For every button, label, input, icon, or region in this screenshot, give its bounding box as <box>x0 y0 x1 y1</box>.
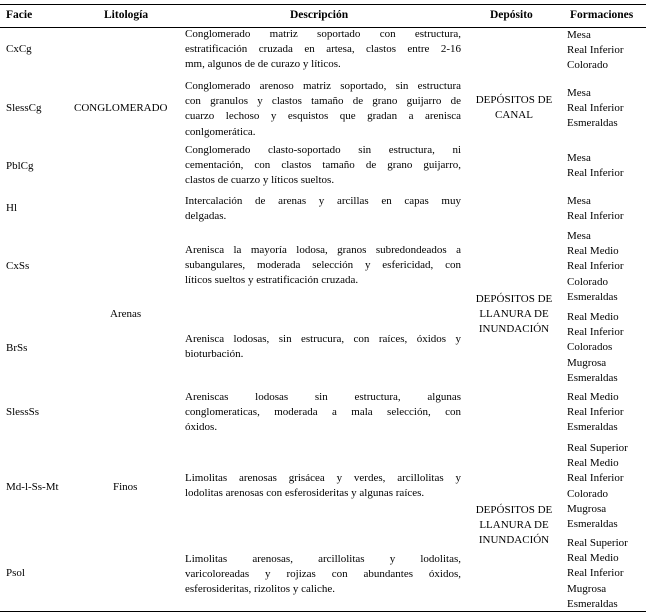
litologia-conglomerado: CONGLOMERADO <box>74 102 168 114</box>
formacion-item: Real Medio <box>567 245 619 258</box>
formacion-item: Esmeraldas <box>567 117 618 130</box>
desc-line: con granulos y clastos tamaño de grano guijarro de <box>185 95 461 108</box>
desc-line: Conglomerado clasto-soportado sin estructura, ni <box>185 144 461 156</box>
formacion-item: Real Medio <box>567 311 619 323</box>
formacion-item: Real Inferior <box>567 260 624 273</box>
deposito-llanura-1 <box>464 292 564 338</box>
facie-cell: SlessCg <box>6 102 42 114</box>
facie-cell: Psol <box>6 567 25 579</box>
deposito-llanura-2 <box>464 503 564 549</box>
description-cell <box>185 471 461 501</box>
desc-line: Arenisca la mayoría lodosa, granos subredondeados a <box>185 244 461 256</box>
formacion-item: Real Inferior <box>567 567 624 580</box>
formaciones-cell <box>567 151 624 181</box>
formacion-item: Real Inferior <box>567 472 624 485</box>
facie-cell: SlessSs <box>6 406 40 418</box>
deposito-canal <box>464 93 564 123</box>
formacion-item: Colorado <box>567 275 608 288</box>
deposito-line: CANAL <box>495 109 533 122</box>
deposito-line: DEPÓSITOS DE <box>475 504 553 516</box>
formacion-item: Mugrosa <box>567 582 607 595</box>
description-cell <box>185 27 461 73</box>
deposito-line: INUNDACIÓN <box>478 323 550 336</box>
description-cell <box>185 194 461 224</box>
desc-line: Conglomerado matriz soportado con estructura, <box>185 28 461 40</box>
header-facie: Facie <box>6 9 33 21</box>
formaciones-cell <box>567 390 624 436</box>
formacion-item: Colorado <box>567 59 608 72</box>
header-deposito: Depósito <box>490 9 533 21</box>
desc-line: Limolitas arenosas, arcillolitas y lodolitas, <box>185 553 461 565</box>
desc-line: delgadas. <box>185 210 227 223</box>
litologia-arenas: Arenas <box>110 308 142 320</box>
deposito-line: LLANURA DE <box>479 519 549 532</box>
header-descripcion: Descripción <box>290 9 349 21</box>
formaciones-cell <box>567 28 624 74</box>
desc-line: conlgomerática. <box>185 125 256 138</box>
desc-line: Conglomerado arenoso matriz soportado, sin estructura <box>185 80 461 92</box>
formacion-item: Esmeraldas <box>567 421 618 434</box>
formacion-item: Mesa <box>567 230 591 242</box>
deposito-line: DEPÓSITOS DE <box>475 94 553 106</box>
formacion-item: Mesa <box>567 29 591 41</box>
formacion-item: Real Inferior <box>567 326 624 339</box>
formacion-item: Real Superior <box>567 537 628 549</box>
deposito-line: LLANURA DE <box>479 308 549 321</box>
desc-line: lodolitas arenosas con esferosideritas y algunas raíces. <box>185 487 425 500</box>
desc-line: esferosideritas, rizolitos y caliche. <box>185 583 335 596</box>
formacion-item: Mugrosa <box>567 502 607 515</box>
deposito-line: INUNDACIÓN <box>478 534 550 547</box>
desc-line: Limolitas arenosas grisácea y verdes, arcillolitas y <box>185 472 461 484</box>
formaciones-cell <box>567 194 624 224</box>
formacion-item: Real Inferior <box>567 210 624 223</box>
formacion-item: Real Medio <box>567 391 619 403</box>
desc-line: estratificación cruzada en artesa, clastos entre 2-16 <box>185 43 461 56</box>
litologia-finos: Finos <box>113 481 138 493</box>
facie-cell: Md-l-Ss-Mt <box>6 481 59 493</box>
desc-line: cuarzo lechoso y esquistos que gradan a arenisca <box>185 110 461 123</box>
bottom-rule <box>0 611 646 612</box>
formacion-item: Real Inferior <box>567 44 624 57</box>
header-litologia: Litología <box>104 9 149 21</box>
formacion-item: Esmeraldas <box>567 290 618 303</box>
formacion-item: Real Medio <box>567 457 619 470</box>
description-cell <box>185 243 461 289</box>
formaciones-cell <box>567 536 628 612</box>
formacion-item: Real Medio <box>567 552 619 565</box>
facie-cell: CxSs <box>6 260 30 272</box>
desc-line: óxidos. <box>185 421 218 434</box>
description-cell <box>185 332 461 362</box>
desc-line: conglomeraticas, moderada a mala selección, con <box>185 406 461 419</box>
desc-line: clastos de cuarzo y líticos sueltos. <box>185 174 335 187</box>
formacion-item: Mesa <box>567 195 591 207</box>
desc-line: Arenisca lodosas, sin estrucura, con raíces, óxidos y <box>185 333 461 345</box>
top-rule <box>0 4 646 5</box>
formaciones-cell <box>567 86 624 132</box>
description-cell <box>185 390 461 436</box>
formacion-item: Mesa <box>567 152 591 164</box>
desc-line: varicoloreadas y rojizas con abundantes óxidos, <box>185 568 461 581</box>
desc-line: subangulares, moderada selección y esfericidad, con <box>185 259 461 272</box>
formacion-item: Mesa <box>567 87 591 99</box>
desc-line: mm, algunos de de curazo y líticos. <box>185 58 341 71</box>
formacion-item: Real Inferior <box>567 102 624 115</box>
facie-cell: CxCg <box>6 43 32 55</box>
formaciones-cell <box>567 310 624 386</box>
header-formaciones: Formaciones <box>570 9 634 21</box>
description-cell <box>185 79 461 140</box>
desc-line: Areniscas lodosas sin estructura, algunas <box>185 391 461 403</box>
desc-line: cementación, con clastos tamaño de grano guijarro, <box>185 159 461 172</box>
formacion-item: Mugrosa <box>567 356 607 369</box>
facie-cell: PblCg <box>6 160 34 172</box>
formacion-item: Esmeraldas <box>567 597 618 610</box>
desc-line: bioturbación. <box>185 348 244 361</box>
formaciones-cell <box>567 229 624 305</box>
formaciones-cell <box>567 441 628 532</box>
formacion-item: Esmeraldas <box>567 517 618 530</box>
formacion-item: Real Inferior <box>567 167 624 180</box>
description-cell <box>185 552 461 598</box>
formacion-item: Colorados <box>567 341 613 354</box>
desc-line: líticos sueltos y estratificación cruzada. <box>185 274 359 287</box>
facie-cell: Hl <box>6 202 17 214</box>
formacion-item: Colorado <box>567 487 608 500</box>
facie-cell: BrSs <box>6 342 28 354</box>
formacion-item: Real Superior <box>567 442 628 454</box>
description-cell <box>185 143 461 189</box>
formacion-item: Real Inferior <box>567 406 624 419</box>
formacion-item: Esmeraldas <box>567 371 618 384</box>
desc-line: Intercalación de arenas y arcillas en capas muy <box>185 195 461 207</box>
deposito-line: DEPÓSITOS DE <box>475 293 553 305</box>
